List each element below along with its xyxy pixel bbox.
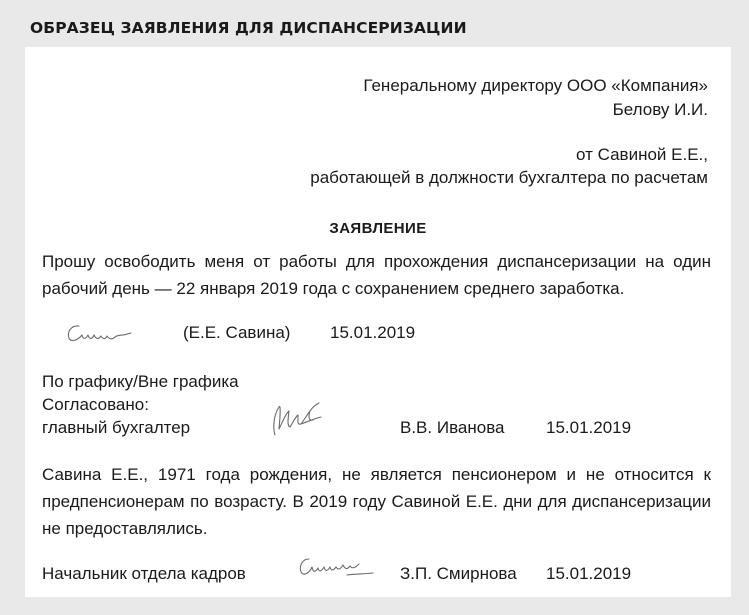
- document-heading: ЗАЯВЛЕНИЕ: [329, 220, 427, 237]
- hr-position: Начальник отдела кадров: [42, 564, 246, 583]
- hr-signature: [297, 553, 377, 581]
- accountant-signature: [263, 395, 333, 441]
- addressee-line-1: Генеральному директору ООО «Компания»: [363, 76, 708, 95]
- employee-name: (Е.Е. Савина): [183, 323, 291, 342]
- sender-line-2: работающей в должности бухгалтера по расчетам: [310, 168, 708, 187]
- employee-signature: [65, 319, 135, 347]
- approval-position: главный бухгалтер: [42, 418, 191, 437]
- employee-date: 15.01.2019: [330, 323, 416, 342]
- hr-note: Савина Е.Е., 1971 года рождения, не является пенсионером и не относится к предпенсионерам по возрасту. В 2019 году Савиной Е.Е. дни для диспансеризации не предоставлялись.: [42, 465, 711, 538]
- page-title: ОБРАЗЕЦ ЗАЯВЛЕНИЯ ДЛЯ ДИСПАНСЕРИЗАЦИИ: [30, 19, 467, 37]
- addressee-line-2: Белову И.И.: [612, 100, 708, 119]
- document-sheet: [25, 47, 731, 597]
- approval-name: В.В. Иванова: [400, 418, 505, 437]
- approval-date: 15.01.2019: [546, 418, 632, 437]
- hr-name: З.П. Смирнова: [400, 564, 517, 583]
- sender-line-1: от Савиной Е.Е.,: [576, 145, 708, 164]
- hr-date: 15.01.2019: [546, 564, 632, 583]
- application-body: Прошу освободить меня от работы для прохождения диспансеризации на один рабочий день — 22 января 2019 года с сохранением среднего заработка.: [42, 252, 711, 298]
- approval-label: Согласовано:: [42, 395, 149, 414]
- schedule-note: По графику/Вне графика: [42, 372, 239, 391]
